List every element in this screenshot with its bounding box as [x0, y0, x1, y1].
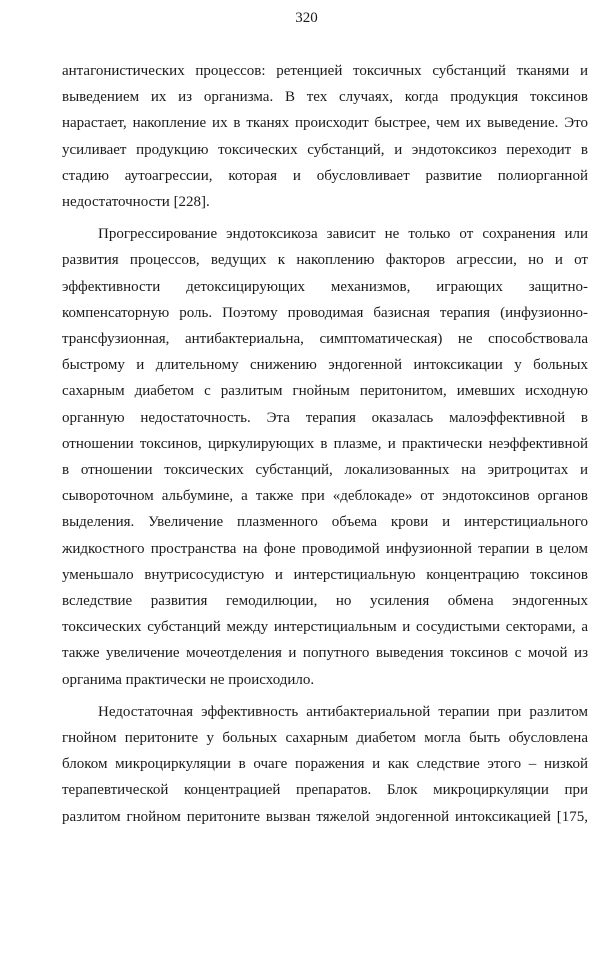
text-line: быстрому и длительному снижению эндогенной интоксикации у больных	[62, 357, 588, 374]
text-line: гнойном перитоните у больных сахарным диабетом могла быть обусловлена	[62, 730, 588, 747]
text-line: компенсаторную роль. Поэтому проводимая базисная терапия (инфузионно-	[62, 304, 588, 321]
page-number: 320	[295, 10, 318, 26]
text-line: токсических субстанций между интерстициальным и сосудистыми секторами, а	[62, 619, 588, 636]
text-line: в отношении токсических субстанций, локализованных на эритроцитах и	[62, 462, 588, 479]
text-line: жидкостного пространства на фоне проводимой инфузионной терапии в целом	[62, 540, 588, 557]
text-line: Прогрессирование эндотоксикоза зависит не только от сохранения или	[98, 226, 588, 243]
text-line: органима практически не происходило.	[62, 671, 315, 688]
document-body	[62, 58, 588, 830]
text-line: разлитом гнойном перитоните вызван тяжелой эндогенной интоксикацией [175,	[62, 808, 588, 825]
text-line: нарастает, накопление их в тканях происходит быстрее, чем их выведение. Это	[62, 115, 588, 132]
paragraph	[62, 221, 588, 693]
text-line: трансфузионная, антибактериальна, симптоматическая) не способствовала	[62, 331, 588, 348]
paragraph	[62, 58, 588, 215]
text-line: вследствие развития гемодилюции, но усиления обмена эндогенных	[62, 593, 588, 610]
text-line: органную недостаточность. Эта терапия оказалась малоэффективной в	[62, 409, 588, 426]
text-line: Недостаточная эффективность антибактериальной терапии при разлитом	[98, 703, 588, 720]
text-line: выделения. Увеличение плазменного объема крови и интерстициального	[62, 514, 588, 531]
text-line: отношении токсинов, циркулирующих в плазме, и практически неэффективной	[62, 435, 588, 452]
text-line: уменьшало внутрисосудистую и интерстициальную концентрацию токсинов	[62, 566, 588, 583]
text-line: стадию аутоагрессии, которая и обусловливает развитие полиорганной	[62, 167, 588, 184]
text-line: эффективности детоксицирующих механизмов, играющих защитно-	[62, 278, 588, 295]
text-line: антагонистических процессов: ретенцией токсичных субстанций тканями и	[62, 63, 588, 79]
text-line: развития процессов, ведущих к накоплению факторов агрессии, но и от	[62, 252, 588, 269]
text-line: терапевтической концентрацией препаратов. Блок микроциркуляции при	[62, 782, 588, 799]
text-line: выведением их из организма. В тех случаях, когда продукция токсинов	[62, 89, 588, 106]
text-line: недостаточности [228].	[62, 194, 210, 211]
text-line: блоком микроциркуляции в очаге поражения и как следствие этого – низкой	[62, 756, 588, 773]
text-line: также увеличение мочеотделения и попутного выведения токсинов с мочой из	[62, 645, 588, 662]
text-line: сывороточном альбумине, а также при «деблокаде» от эндотоксинов органов	[62, 488, 588, 505]
text-line: сахарным диабетом с разлитым гнойным перитонитом, имевших исходную	[62, 383, 588, 400]
paragraph	[62, 699, 588, 830]
text-line: усиливает продукцию токсических субстанций, и эндотоксикоз переходит в	[62, 141, 588, 158]
